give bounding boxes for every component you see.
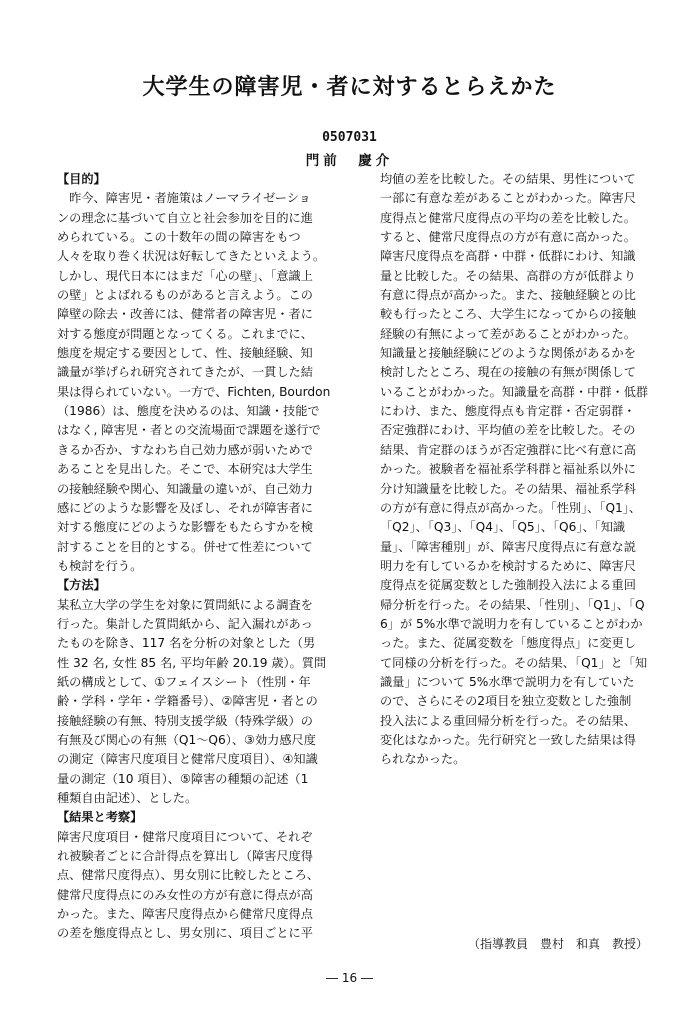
- text-line: 討することを目的とする。併せて性差について: [57, 539, 313, 554]
- text-line: の方が有意に得点が高かった。「性別」、「Q1」、: [380, 500, 642, 515]
- text-line: 否定強群にわけ、平均値の差を比較した。その: [380, 423, 636, 438]
- text-line: 「Q2」、「Q3」、「Q4」、「Q5」、「Q6」、「知識: [380, 520, 626, 535]
- text-line: 障害尺度項目・健常尺度項目について、それぞ: [57, 829, 313, 844]
- text-line: 度得点と健常尺度得点の平均の差を比較した。: [380, 210, 636, 225]
- text-line: の測定（障害尺度項目と健常尺度項目）、④知識: [57, 752, 318, 767]
- text-line: 障害尺度得点を高群・中群・低群にわけ、知識: [380, 249, 636, 264]
- supervisor-credit: （指導教員 豊村 和真 教授）: [468, 937, 649, 951]
- text-line: 知識量と接触経験にどのような関係があるかを: [380, 346, 636, 361]
- text-line: 量」、「障害種別」が、障害尺度得点に有意な説: [380, 539, 636, 554]
- text-line: 点、健常尺度得点）、男女別に比較したところ、: [57, 868, 320, 883]
- text-line: かった。被験者を福祉系学科群と福祉系以外に: [380, 462, 636, 477]
- text-line: った。また、従属変数を「態度得点」に変更し: [380, 636, 636, 651]
- text-line: かった。また、障害尺度得点から健常尺度得点: [57, 907, 313, 922]
- text-line: 対する態度が問題となってくる。これまでに、: [57, 326, 313, 341]
- text-line: 量と比較した。その結果、高群の方が低群より: [380, 268, 636, 283]
- text-line: 接触経験の有無、特別支援学級（特殊学級）の: [57, 713, 313, 728]
- text-line: たものを除き、117 名を分析の対象とした（男: [57, 636, 316, 651]
- text-line: 変化はなかった。先行研究と一致した結果は得: [380, 732, 636, 747]
- text-line: いることがわかった。知識量を高群・中群・低群: [380, 384, 649, 399]
- text-line: て同様の分析を行った。その結果、「Q1」と「知: [380, 655, 648, 670]
- text-line: 昨今、障害児・者施策はノーマライゼーショ: [57, 191, 311, 206]
- text-line: 果は得られていない。一方で、Fichten, Bourdon: [57, 384, 331, 399]
- author-name: 門前 慶介: [305, 153, 394, 169]
- section-heading: 【目的】: [57, 172, 106, 186]
- text-line: 健常尺度得点にのみ女性の方が有意に得点が高: [57, 887, 313, 902]
- text-line: しかし、現代日本にはまだ「心の壁」、「意識上: [57, 268, 313, 283]
- text-line: も検討を行う。: [57, 558, 143, 573]
- text-line: 行った。集計した質問紙から、記入漏れがあっ: [57, 616, 313, 631]
- text-line: の差を態度得点とし、男女別に、項目ごとに平: [57, 926, 313, 941]
- text-line: きるか否か、すなわち自己効力感が弱いためで: [57, 442, 313, 457]
- text-line: 態度を規定する要因として、性、接触経験、知: [57, 346, 313, 361]
- paper-title: 大学生の障害児・者に対するとらえかた: [142, 75, 557, 100]
- text-line: 識量」について 5%水準で説明力を有していた: [380, 674, 635, 689]
- text-line: 紙の構成として、①フェイスシート（性別・年: [57, 674, 311, 689]
- text-line: 投入法による重回帰分析を行った。その結果、: [380, 713, 636, 728]
- text-line: 有意に得点が高かった。また、接触経験との比: [380, 288, 636, 303]
- text-line: 分け知識量を比較した。その結果、福祉系学科: [380, 481, 636, 496]
- page-number: ― 16 ―: [326, 971, 373, 985]
- text-line: 帰分析を行った。その結果、「性別」、「Q1」、「Q: [380, 597, 645, 612]
- text-line: 較も行ったところ、大学生になってからの接触: [380, 307, 636, 322]
- text-line: 障壁の除去・改善には、健常者の障害児・者に: [57, 307, 313, 322]
- text-line: すると、健常尺度得点の方が有意に高かった。: [380, 230, 636, 245]
- text-line: られなかった。: [380, 752, 466, 767]
- text-line: ンの理念に基づいて自立と社会参加を目的に進: [57, 210, 313, 225]
- right-column: [380, 170, 685, 770]
- text-line: 均値の差を比較した。その結果、男性について: [380, 172, 636, 186]
- text-line: 明力を有しているかを検討するために、障害尺: [380, 558, 636, 573]
- text-line: 某私立大学の学生を対象に質問紙による調査を: [57, 597, 313, 612]
- text-line: 人々を取り巻く状況は好転してきたといえよう。: [57, 249, 326, 264]
- text-line: 6」が 5%水準で説明力を有していることがわか: [380, 616, 643, 631]
- text-line: にわけ、また、態度得点も肯定群・否定弱群・: [380, 404, 636, 419]
- text-line: 齢・学科・学年・学籍番号）、②障害児・者との: [57, 694, 318, 709]
- text-line: められている。この十数年の間の障害をもつ: [57, 230, 301, 245]
- student-id: 0507031: [322, 130, 377, 145]
- text-line: 性 32 名, 女性 85 名, 平均年齢 20.19 歳）。質問: [57, 655, 327, 670]
- text-line: の壁」とよばれるものがあると言えよう。この: [57, 288, 313, 303]
- text-line: 感にどのような影響を及ぼし、それが障害者に: [57, 500, 313, 515]
- text-line: 量の測定（10 項目）、⑤障害の種類の記述（1: [57, 771, 309, 786]
- text-line: 度得点を従属変数とした強制投入法による重回: [380, 578, 636, 593]
- text-line: の接触経験や関心、知識量の違いが、自己効力: [57, 481, 313, 496]
- section-heading: 【結果と考察】: [57, 810, 143, 825]
- text-line: （1986）は、態度を決めるのは、知識・技能で: [57, 404, 320, 419]
- text-line: 経験の有無によって差があることがわかった。: [380, 326, 636, 341]
- text-line: あることを見出した。そこで、本研究は大学生: [57, 462, 313, 477]
- section-heading: 【方法】: [57, 578, 106, 593]
- text-line: 一部に有意な差があることがわかった。障害尺: [380, 191, 636, 206]
- left-column: [57, 170, 362, 944]
- text-line: 識量が挙げられ研究されてきたが、一貫した結: [57, 365, 313, 380]
- text-line: 検討したところ、現在の接触の有無が関係して: [380, 365, 636, 380]
- text-line: はなく, 障害児・者との交流場面で課題を遂行で: [57, 423, 321, 438]
- text-line: れ被験者ごとに合計得点を算出し（障害尺度得: [57, 849, 313, 864]
- text-line: 種類自由記述）、とした。: [57, 791, 198, 805]
- text-line: 有無及び関心の有無（Q1～Q6）、③効力感尺度: [57, 732, 316, 747]
- text-line: 対する態度にどのような影響をもたらすかを検: [57, 520, 313, 535]
- text-line: ので、さらにその2項目を独立変数とした強制: [380, 694, 632, 709]
- text-line: 結果、肯定群のほうが否定強群に比べ有意に高: [380, 442, 636, 457]
